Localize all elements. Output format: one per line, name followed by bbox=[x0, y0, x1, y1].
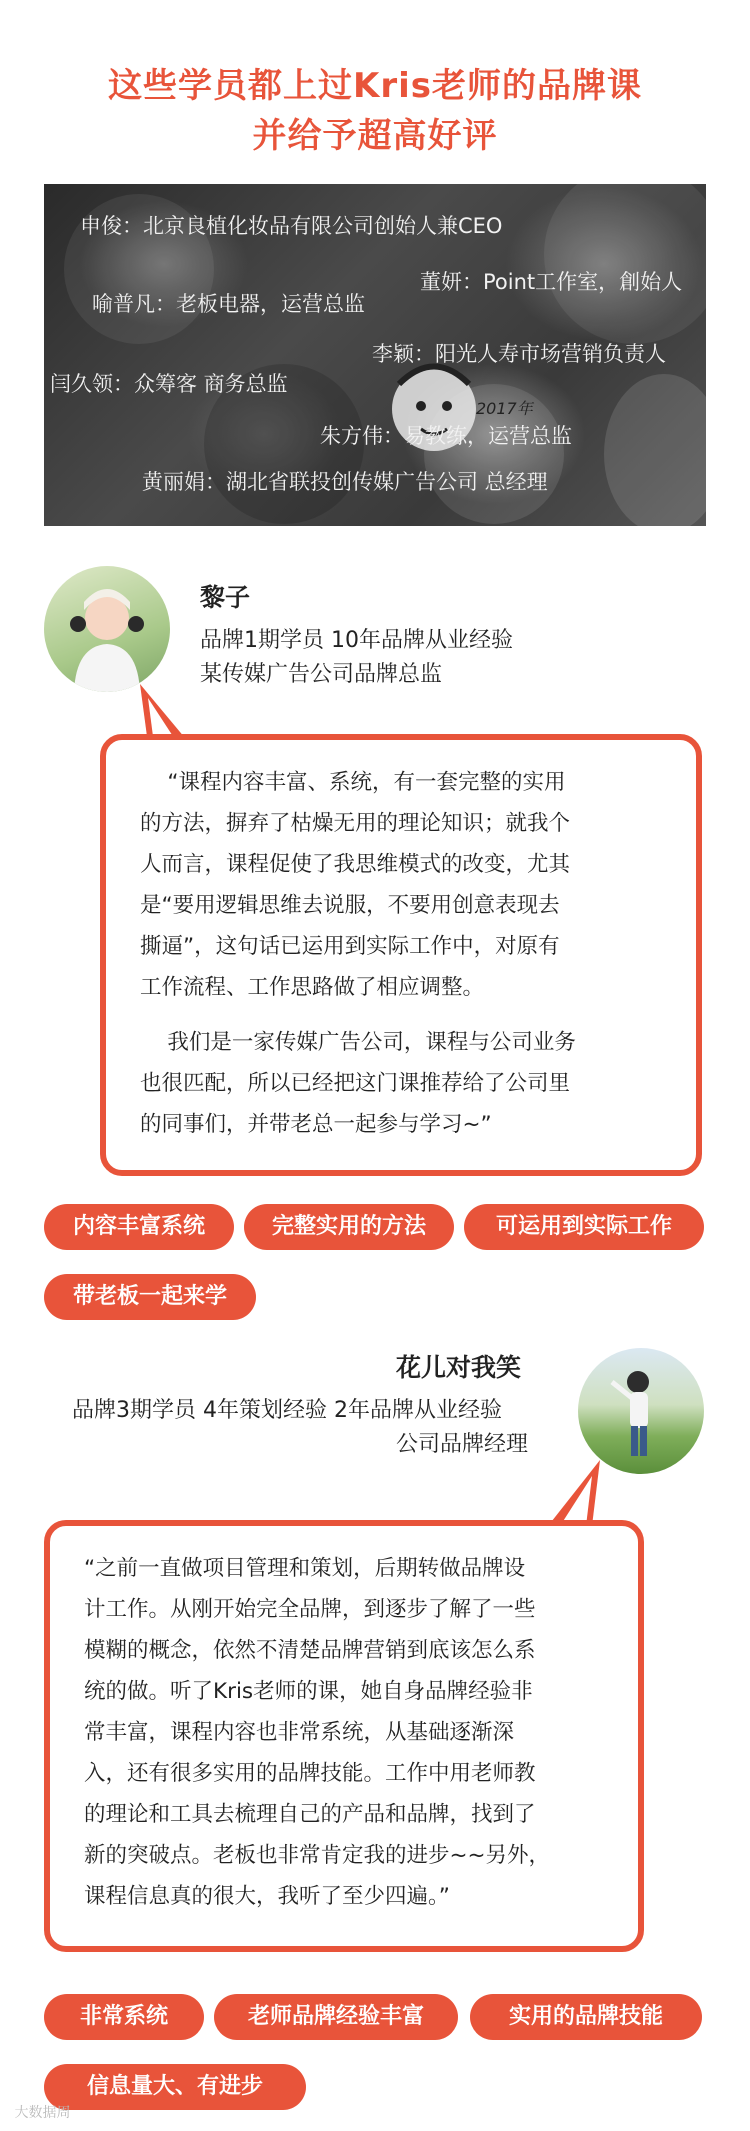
testimonial-meta: 品牌1期学员 10年品牌从业经验 bbox=[200, 628, 513, 653]
testimonial-quote-bubble bbox=[44, 1520, 644, 1952]
review-tag: 非常系统 bbox=[44, 1994, 204, 2040]
quote-line: 也很匹配，所以已经把这门课推荐给了公司里 bbox=[140, 1071, 571, 1096]
quote-line: 新的突破点。老板也非常肯定我的进步~~另外， bbox=[84, 1843, 551, 1868]
quote-line: “之前一直做项目管理和策划，后期转做品牌设 bbox=[84, 1556, 526, 1581]
testimonial-quote-bubble bbox=[100, 734, 702, 1176]
quote-line: 人而言，课程促使了我思维模式的改变，尤其 bbox=[140, 852, 571, 877]
quote-line: 计工作。从刚开始完全品牌，到逐步了解了一些 bbox=[84, 1597, 536, 1622]
quote-line: “课程内容丰富、系统，有一套完整的实用 bbox=[140, 770, 566, 795]
quote-line: 课程信息真的很大，我听了至少四遍。” bbox=[84, 1884, 450, 1909]
review-tag: 内容丰富系统 bbox=[44, 1204, 234, 1250]
quote-line: 常丰富，课程内容也非常系统，从基础逐渐深 bbox=[84, 1720, 515, 1745]
quote-line: 模糊的概念，依然不清楚品牌营销到底该怎么系 bbox=[84, 1638, 536, 1663]
testimonial-meta: 某传媒广告公司品牌总监 bbox=[200, 662, 443, 687]
students-collage-banner bbox=[44, 184, 706, 526]
review-tag: 带老板一起来学 bbox=[44, 1274, 256, 1320]
watermark-text: 大数据周 bbox=[10, 2105, 71, 2121]
testimonial-name: 黎子 bbox=[200, 583, 251, 612]
sketch-year-label: 2017年 bbox=[476, 399, 533, 418]
student-entry: 申俊：北京良植化妆品有限公司创始人兼CEO bbox=[80, 214, 503, 238]
child-photo-avatar bbox=[44, 566, 170, 692]
review-tag: 老师品牌经验丰富 bbox=[214, 1994, 458, 2040]
review-tag: 完整实用的方法 bbox=[244, 1204, 454, 1250]
testimonial-meta: 品牌3期学员 4年策划经验 2年品牌从业经验 bbox=[72, 1398, 502, 1423]
quote-line: 的方法，摒弃了枯燥无用的理论知识；就我个 bbox=[140, 811, 571, 836]
page-title-line1: 这些学员都上过Kris老师的品牌课 bbox=[107, 66, 642, 106]
quote-line: 工作流程、工作思路做了相应调整。 bbox=[140, 975, 485, 1000]
avatar bbox=[578, 1348, 704, 1474]
quote-line: 撕逼”，这句话已运用到实际工作中，对原有 bbox=[140, 934, 560, 959]
quote-line: 入，还有很多实用的品牌技能。工作中用老师教 bbox=[84, 1761, 536, 1786]
review-tag: 实用的品牌技能 bbox=[470, 1994, 702, 2040]
avatar bbox=[44, 566, 170, 692]
quote-line: 的理论和工具去梳理自己的产品和品牌，找到了 bbox=[84, 1802, 536, 1827]
quote-line: 是“要用逻辑思维去说服，不要用创意表现去 bbox=[140, 893, 560, 918]
student-entry: 朱方伟：易教练，运营总监 bbox=[320, 424, 572, 448]
woman-photo-avatar bbox=[578, 1348, 704, 1474]
testimonial-name: 花儿对我笑 bbox=[396, 1353, 522, 1382]
quote-line: 统的做。听了Kris老师的课，她自身品牌经验非 bbox=[84, 1679, 533, 1704]
student-entry: 闫久领：众筹客 商务总监 bbox=[50, 372, 288, 396]
review-tag: 可运用到实际工作 bbox=[464, 1204, 704, 1250]
quote-line: 我们是一家传媒广告公司，课程与公司业务 bbox=[140, 1030, 576, 1055]
student-entry: 李颖：阳光人寿市场营销负责人 bbox=[372, 342, 666, 366]
page-title-line2: 并给予超高好评 bbox=[252, 116, 498, 156]
testimonial-meta: 公司品牌经理 bbox=[396, 1432, 529, 1457]
quote-line: 的同事们，并带老总一起参与学习~” bbox=[140, 1112, 492, 1137]
student-entry: 黄丽娟：湖北省联投创传媒广告公司 总经理 bbox=[142, 470, 548, 494]
student-entry: 喻普凡：老板电器，运营总监 bbox=[92, 292, 365, 316]
student-entry: 董妍：Point工作室，創始人 bbox=[420, 270, 683, 294]
review-tag: 信息量大、有进步 bbox=[44, 2064, 306, 2110]
